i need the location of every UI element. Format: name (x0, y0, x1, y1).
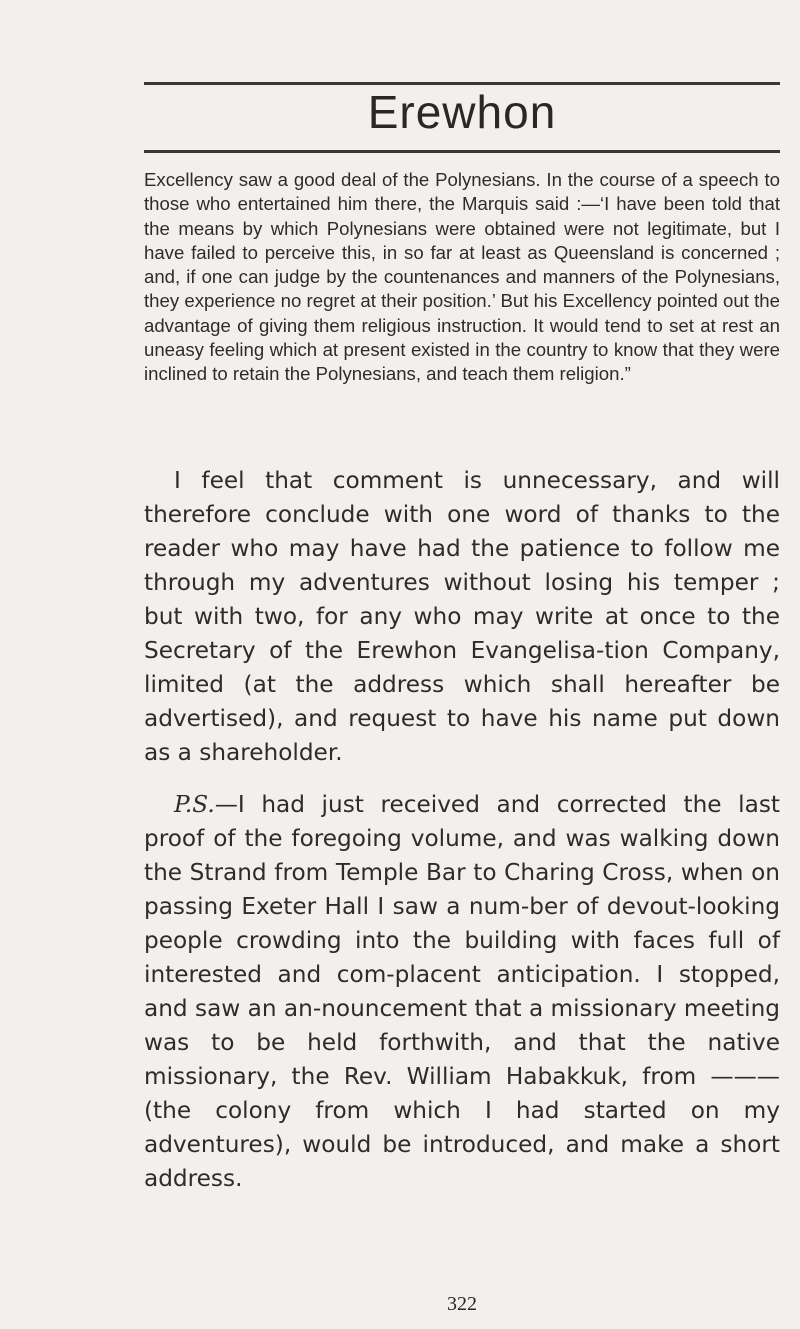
page-number: 322 (447, 1293, 477, 1315)
postscript-label: P.S. (174, 791, 215, 818)
running-head: Erewhon (367, 86, 557, 138)
header-rule-bottom (144, 150, 780, 153)
quoted-extract-text: Excellency saw a good deal of the Polynesians. In the course of a speech to those who entertained him there, the Marquis said :—‘I have been told that the means by which Polynesians were obtained were not legitimate, but I have failed to perceive this, in so far at least as Queensland is concerned ; and, if one can judge by the countenances and manners of the Polynesians, they experience no regret at their position.’ But his Excellency pointed out the advantage of giving them religious instruction. It would tend to set at rest an uneasy feeling which at present existed in the country to know that they were inclined to retain the Polynesians, and teach them religion.” (144, 169, 780, 385)
body-text (144, 464, 780, 1196)
postscript-paragraph (144, 788, 780, 1196)
quoted-extract (144, 168, 780, 387)
postscript-text: —I had just received and corrected the last proof of the foregoing volume, and was walking down the Strand from Temple Bar to Charing Cross, when on passing Exeter Hall I saw a num-ber of devout-looking people crowding into the building with faces full of interested and com-placent anticipation. I stopped, and saw an an-nouncement that a missionary meeting was to be held forthwith, and that the native missionary, the Rev. William Habakkuk, from ——— (the colony from which I had started on my adventures), would be introduced, and make a short address. (144, 791, 780, 1192)
closing-paragraph: I feel that comment is unnecessary, and will therefore conclude with one word of thanks to the reader who may have had the patience to follow me through my adventures without losing his temper ; but with two, for any who may write at once to the Secretary of the Erewhon Evangelisa-tion Company, limited (at the address which shall hereafter be advertised), and request to have his name put down as a shareholder. (144, 467, 780, 766)
